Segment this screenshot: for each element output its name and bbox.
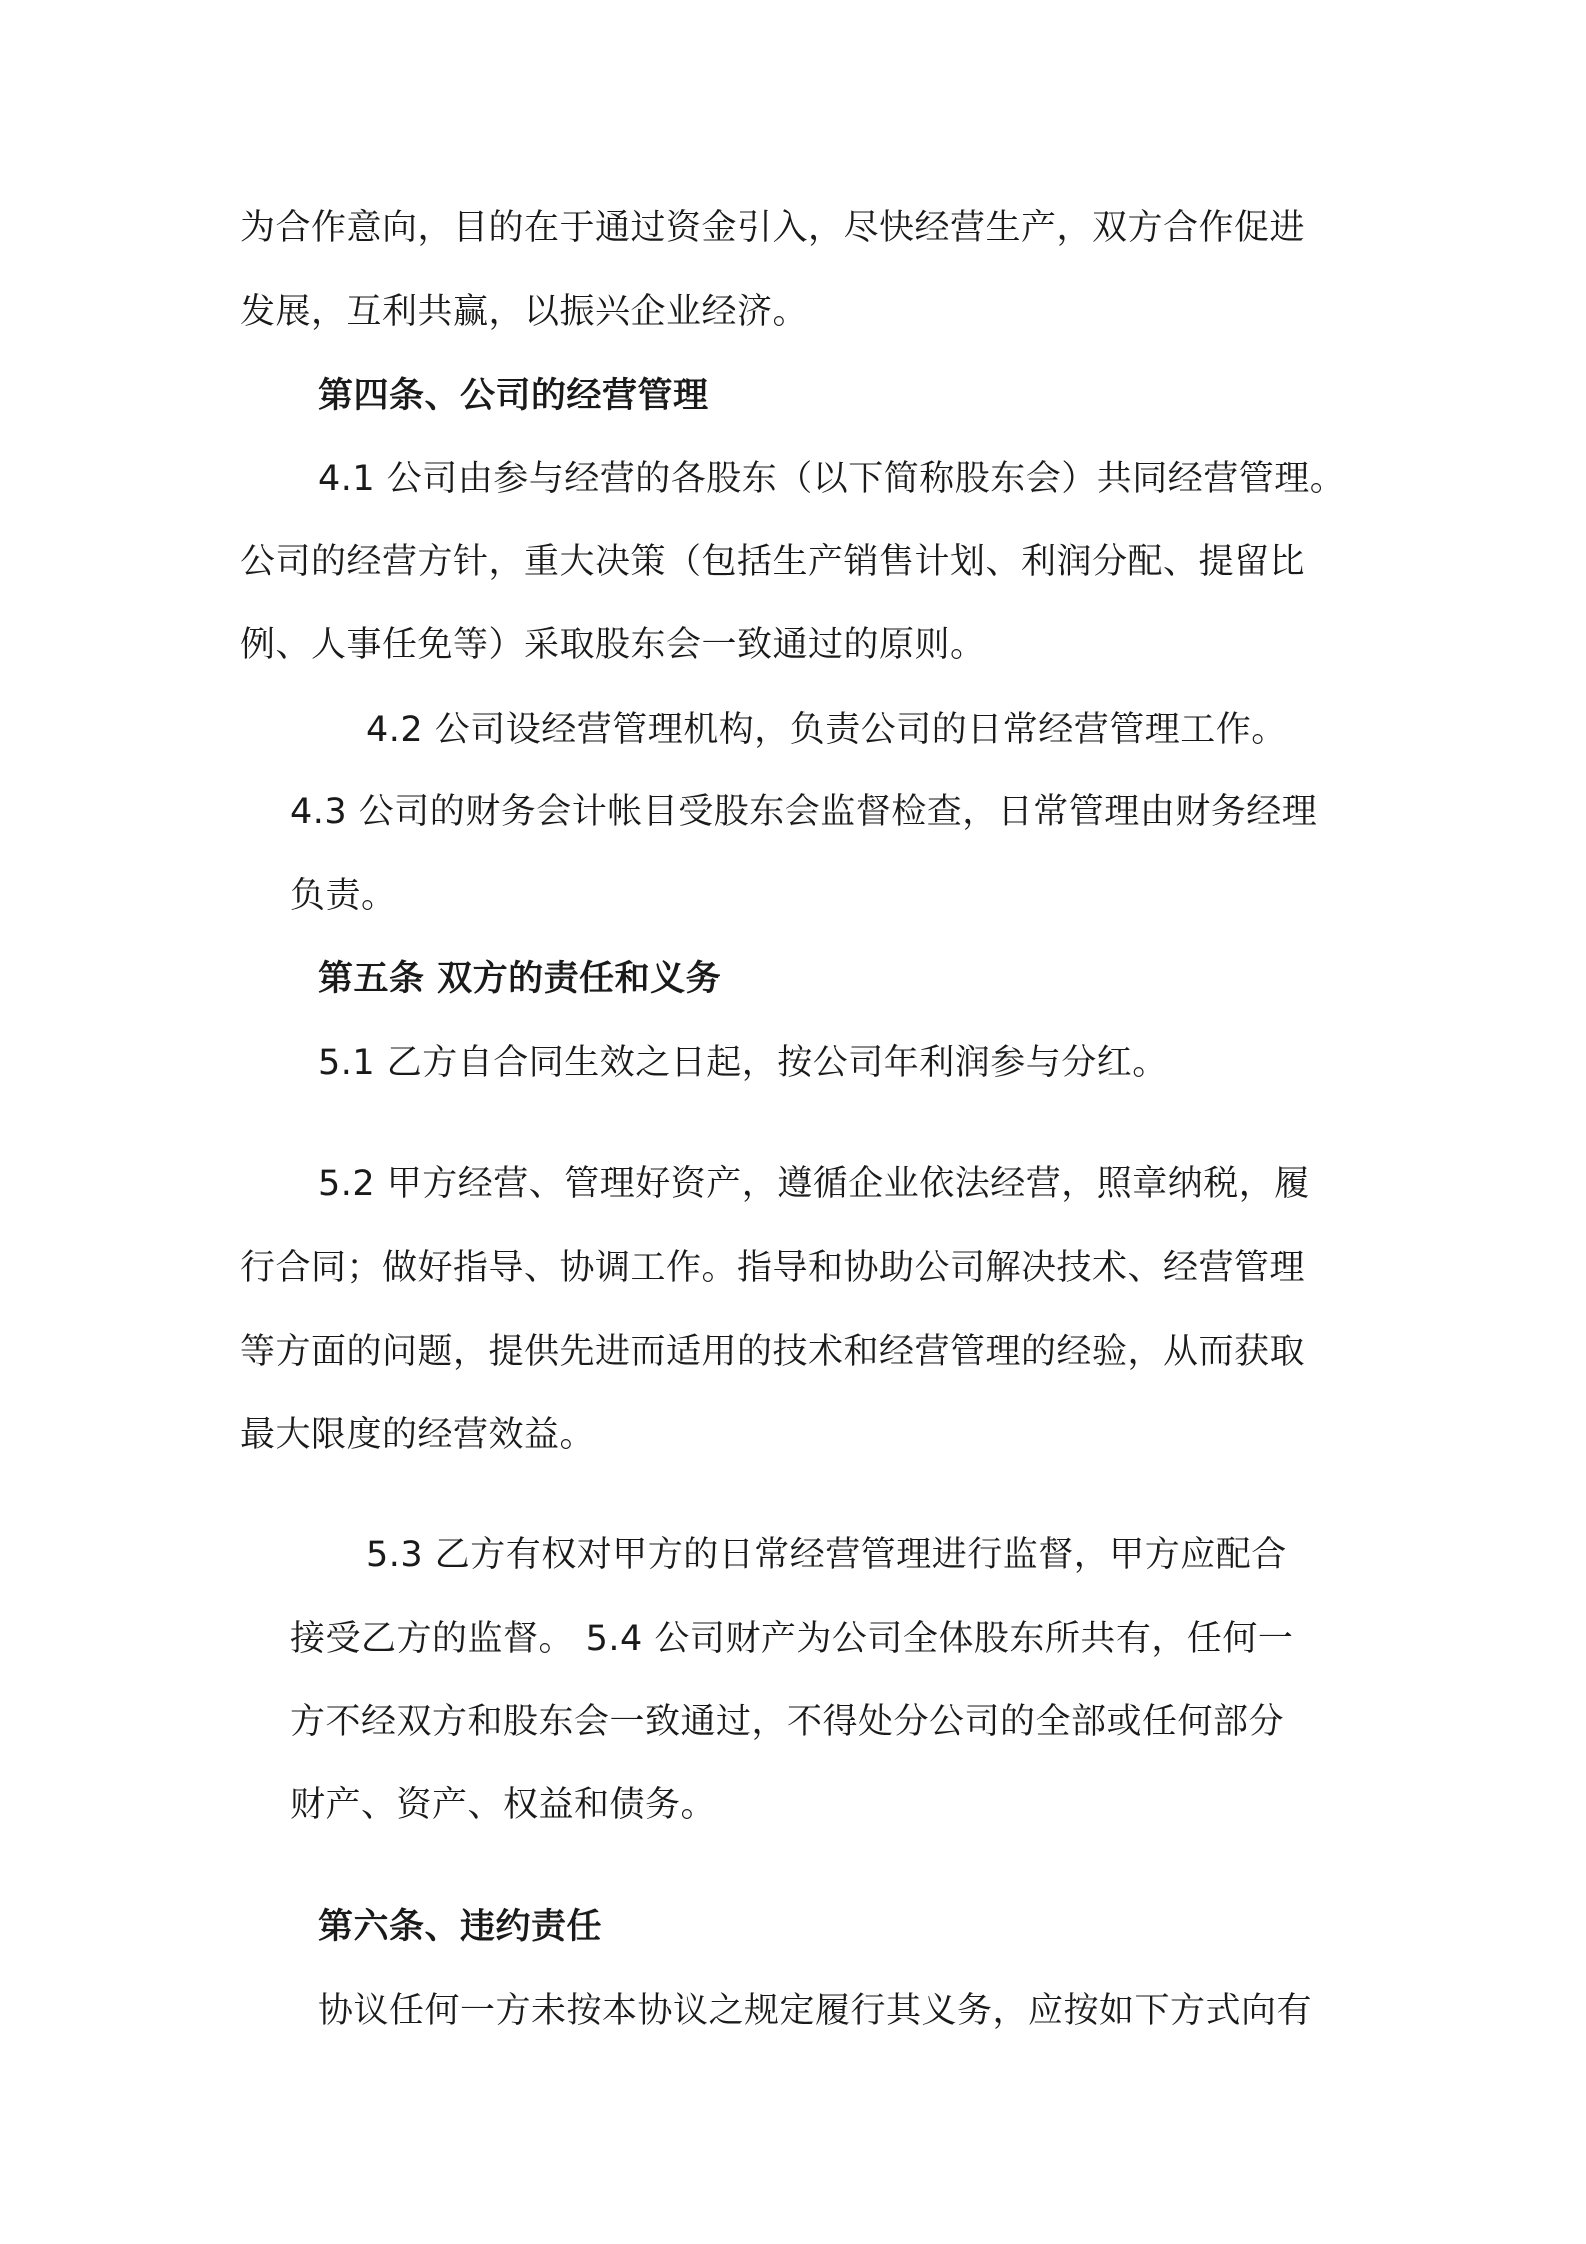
section-heading: 第五条 双方的责任和义务 bbox=[318, 959, 722, 999]
paragraph-line: 例、人事任免等）采取股东会一致通过的原则。 bbox=[240, 625, 986, 665]
paragraph-line: 最大限度的经营效益。 bbox=[240, 1415, 596, 1455]
paragraph-line: 行合同；做好指导、协调工作。指导和协助公司解决技术、经营管理 bbox=[240, 1248, 1306, 1288]
paragraph-line: 4.3 公司的财务会计帐目受股东会监督检查，日常管理由财务经理 bbox=[290, 792, 1318, 832]
paragraph-line: 财产、资产、权益和债务。 bbox=[290, 1785, 717, 1825]
paragraph-line: 为合作意向，目的在于通过资金引入，尽快经营生产，双方合作促进 bbox=[240, 208, 1306, 248]
paragraph-line: 4.1 公司由参与经营的各股东（以下简称股东会）共同经营管理。 bbox=[318, 459, 1346, 499]
paragraph-line: 公司的经营方针，重大决策（包括生产销售计划、利润分配、提留比 bbox=[240, 542, 1306, 582]
section-heading: 第六条、违约责任 bbox=[318, 1907, 603, 1947]
paragraph-line: 5.3 乙方有权对甲方的日常经营管理进行监督，甲方应配合 bbox=[366, 1535, 1287, 1575]
paragraph-line: 负责。 bbox=[290, 876, 397, 916]
paragraph-line: 等方面的问题，提供先进而适用的技术和经营管理的经验，从而获取 bbox=[240, 1332, 1306, 1372]
section-heading: 第四条、公司的经营管理 bbox=[318, 376, 709, 416]
paragraph-line: 5.1 乙方自合同生效之日起，按公司年利润参与分红。 bbox=[318, 1043, 1168, 1083]
paragraph-line: 发展，互利共赢，以振兴企业经济。 bbox=[240, 292, 809, 332]
paragraph-line: 5.2 甲方经营、管理好资产，遵循企业依法经营，照章纳税，履 bbox=[318, 1164, 1310, 1204]
paragraph-line: 接受乙方的监督。 5.4 公司财产为公司全体股东所共有，任何一 bbox=[290, 1619, 1294, 1659]
paragraph-line: 方不经双方和股东会一致通过，不得处分公司的全部或任何部分 bbox=[290, 1702, 1285, 1742]
paragraph-line: 协议任何一方未按本协议之规定履行其义务，应按如下方式向有 bbox=[318, 1991, 1313, 2031]
paragraph-line: 4.2 公司设经营管理机构，负责公司的日常经营管理工作。 bbox=[366, 710, 1287, 750]
